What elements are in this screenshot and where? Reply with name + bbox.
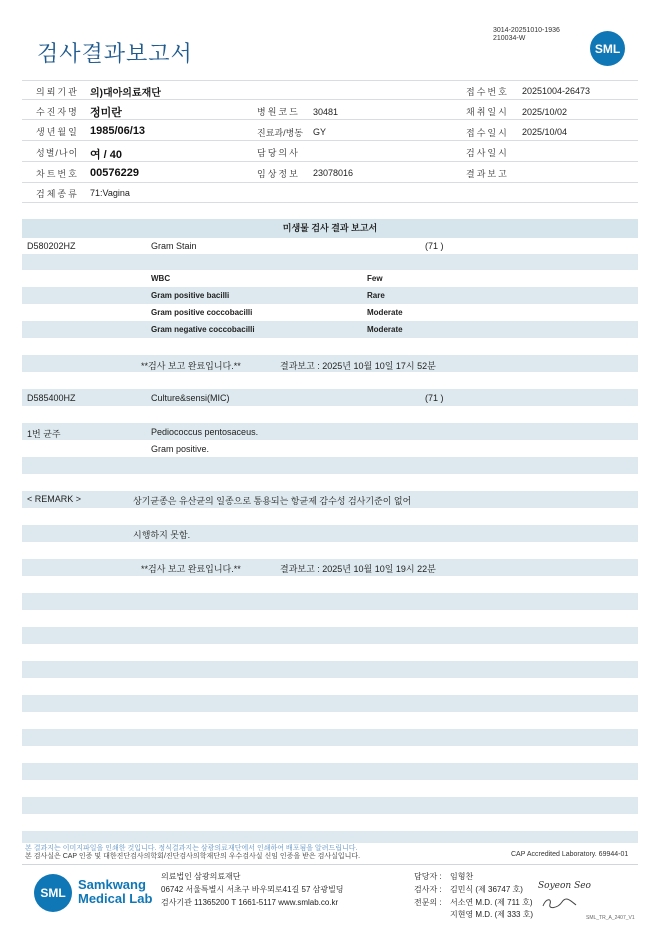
row-band	[22, 831, 638, 843]
tester-name: 김민식 (제 36747 호)	[450, 885, 523, 894]
stain-row-name: Gram positive bacilli	[151, 291, 230, 300]
dob-value: 1985/06/13	[90, 125, 146, 137]
form-code: SML_TR_A_2407_V1	[586, 915, 635, 921]
document-title: 검사결과보고서	[37, 41, 193, 66]
test1-name: Gram Stain	[151, 241, 197, 251]
stain-row-value: Few	[367, 274, 383, 283]
report-timestamp: 결과보고 : 2025년 10월 10일 19시 22분	[280, 564, 436, 574]
stain-row-name: Gram negative coccobacilli	[151, 325, 255, 334]
specimen-value: 71:Vagina	[90, 188, 130, 198]
samkwang-logo-line1: Samkwang	[78, 877, 146, 892]
patient-name-value: 정미란	[90, 107, 122, 119]
report-timestamp: 결과보고 : 2025년 10월 10일 17시 52분	[280, 361, 436, 371]
cap-accreditation: CAP Accredited Laboratory. 69944-01	[511, 851, 629, 858]
divider	[22, 99, 638, 100]
remark-text: 시행하지 못함.	[133, 530, 191, 540]
test2-name: Culture&sensi(MIC)	[151, 393, 230, 403]
receipt-date-value: 2025/10/04	[522, 127, 568, 137]
specialist-name: 서소연 M.D. (제 711 호)	[450, 898, 533, 907]
test1-code: D580202HZ	[27, 241, 76, 251]
clinical-info-label: 임상정보	[257, 169, 300, 179]
divider	[22, 182, 638, 183]
specialist-name: 지현영 M.D. (제 333 호)	[450, 910, 534, 919]
signature: Soyeon Seo	[538, 881, 591, 891]
report-complete-notice: **검사 보고 완료입니다.**	[141, 564, 241, 574]
remark-label: < REMARK >	[27, 494, 82, 504]
row-band	[22, 729, 638, 746]
row-band	[22, 763, 638, 780]
receipt-no-label: 접수번호	[466, 87, 509, 97]
manager-name: 임형찬	[450, 872, 474, 881]
organism-label: 1번 균주	[27, 429, 61, 439]
document-id-line2: 210034-W	[493, 35, 526, 42]
stain-row-value: Moderate	[367, 308, 403, 317]
collection-date-label: 채취일시	[466, 107, 509, 117]
report-label: 결과보고	[466, 169, 509, 179]
receipt-date-label: 접수일시	[466, 128, 509, 138]
row-band	[22, 593, 638, 610]
row-band	[22, 321, 638, 338]
hospital-code-value: 30481	[313, 107, 339, 117]
row-band	[22, 525, 638, 542]
receipt-no-value: 20251004-26473	[522, 86, 591, 96]
org-contact: 검사기관 11365200 T 1661-5117 www.smlab.co.kr	[161, 898, 339, 907]
row-band	[22, 423, 638, 440]
chart-no-label: 차트번호	[36, 169, 79, 179]
collection-date-value: 2025/10/02	[522, 107, 568, 117]
row-band	[22, 661, 638, 678]
organism-gram: Gram positive.	[151, 444, 210, 454]
test1-specimen: (71 )	[425, 241, 444, 251]
patient-name-label: 수진자명	[36, 107, 79, 117]
remark-text: 상기균종은 유산균의 일종으로 통용되는 항균제 감수성 검사기준이 없어	[133, 496, 412, 506]
row-band	[22, 627, 638, 644]
row-band	[22, 254, 638, 270]
doctor-label: 담당의사	[257, 148, 300, 158]
requesting-org-label: 의뢰기관	[36, 87, 79, 97]
accreditation-notice: 본 검사실은 CAP 인증 및 대한진단검사의학회/진단검사의학재단의 우수검사실 신임 인증을 받은 검사실입니다.	[25, 853, 361, 860]
dob-label: 생년월일	[36, 127, 79, 137]
sex-age-label: 성별/나이	[36, 148, 79, 158]
requesting-org-value: 의)대아의료재단	[90, 88, 161, 99]
sml-logo: SML	[590, 31, 625, 66]
samkwang-logo-mark: SML	[34, 874, 72, 912]
results-section-title: 미생물 검사 결과 보고서	[22, 219, 638, 238]
org-address: 06742 서울특별시 서초구 바우뫼로41길 57 삼광빌딩	[161, 885, 344, 894]
row-band	[22, 797, 638, 814]
org-name: 의료법인 삼광의료재단	[161, 872, 241, 881]
divider	[22, 202, 638, 203]
footer-divider	[22, 864, 638, 865]
report-complete-notice: **검사 보고 완료입니다.**	[141, 361, 241, 371]
test2-code: D585400HZ	[27, 393, 76, 403]
specialist-label: 전문의 :	[414, 898, 442, 907]
chart-no-value: 00576229	[90, 167, 139, 179]
dept-value: GY	[313, 127, 327, 137]
test-date-label: 검사일시	[466, 148, 509, 158]
stain-row-name: Gram positive coccobacilli	[151, 308, 253, 317]
hospital-code-label: 병원코드	[257, 107, 300, 117]
print-notice: 본 결과지는 이미지파일을 인쇄한 것입니다. 정식결과지는 삼광의료재단에서 인쇄하여 배포됨을 알려드립니다.	[25, 845, 358, 852]
row-band	[22, 287, 638, 304]
divider	[22, 140, 638, 141]
signature-mark	[540, 896, 580, 910]
sex-age-value: 여 / 40	[90, 149, 123, 161]
divider	[22, 80, 638, 81]
dept-label: 진료과/병동	[257, 128, 303, 138]
clinical-info-value: 23078016	[313, 168, 354, 178]
row-band	[22, 457, 638, 474]
row-band	[22, 389, 638, 406]
stain-row-value: Rare	[367, 291, 385, 300]
organism-name: Pediococcus pentosaceus.	[151, 427, 259, 437]
manager-label: 담당자 :	[414, 872, 442, 881]
tester-label: 검사자 :	[414, 885, 442, 894]
test2-specimen: (71 )	[425, 393, 444, 403]
stain-row-name: WBC	[151, 274, 171, 283]
stain-row-value: Moderate	[367, 325, 403, 334]
row-band	[22, 695, 638, 712]
document-id-line1: 3014-20251010-1936	[493, 27, 560, 34]
samkwang-logo-line2: Medical Lab	[78, 891, 153, 906]
specimen-label: 검체종류	[36, 189, 79, 199]
